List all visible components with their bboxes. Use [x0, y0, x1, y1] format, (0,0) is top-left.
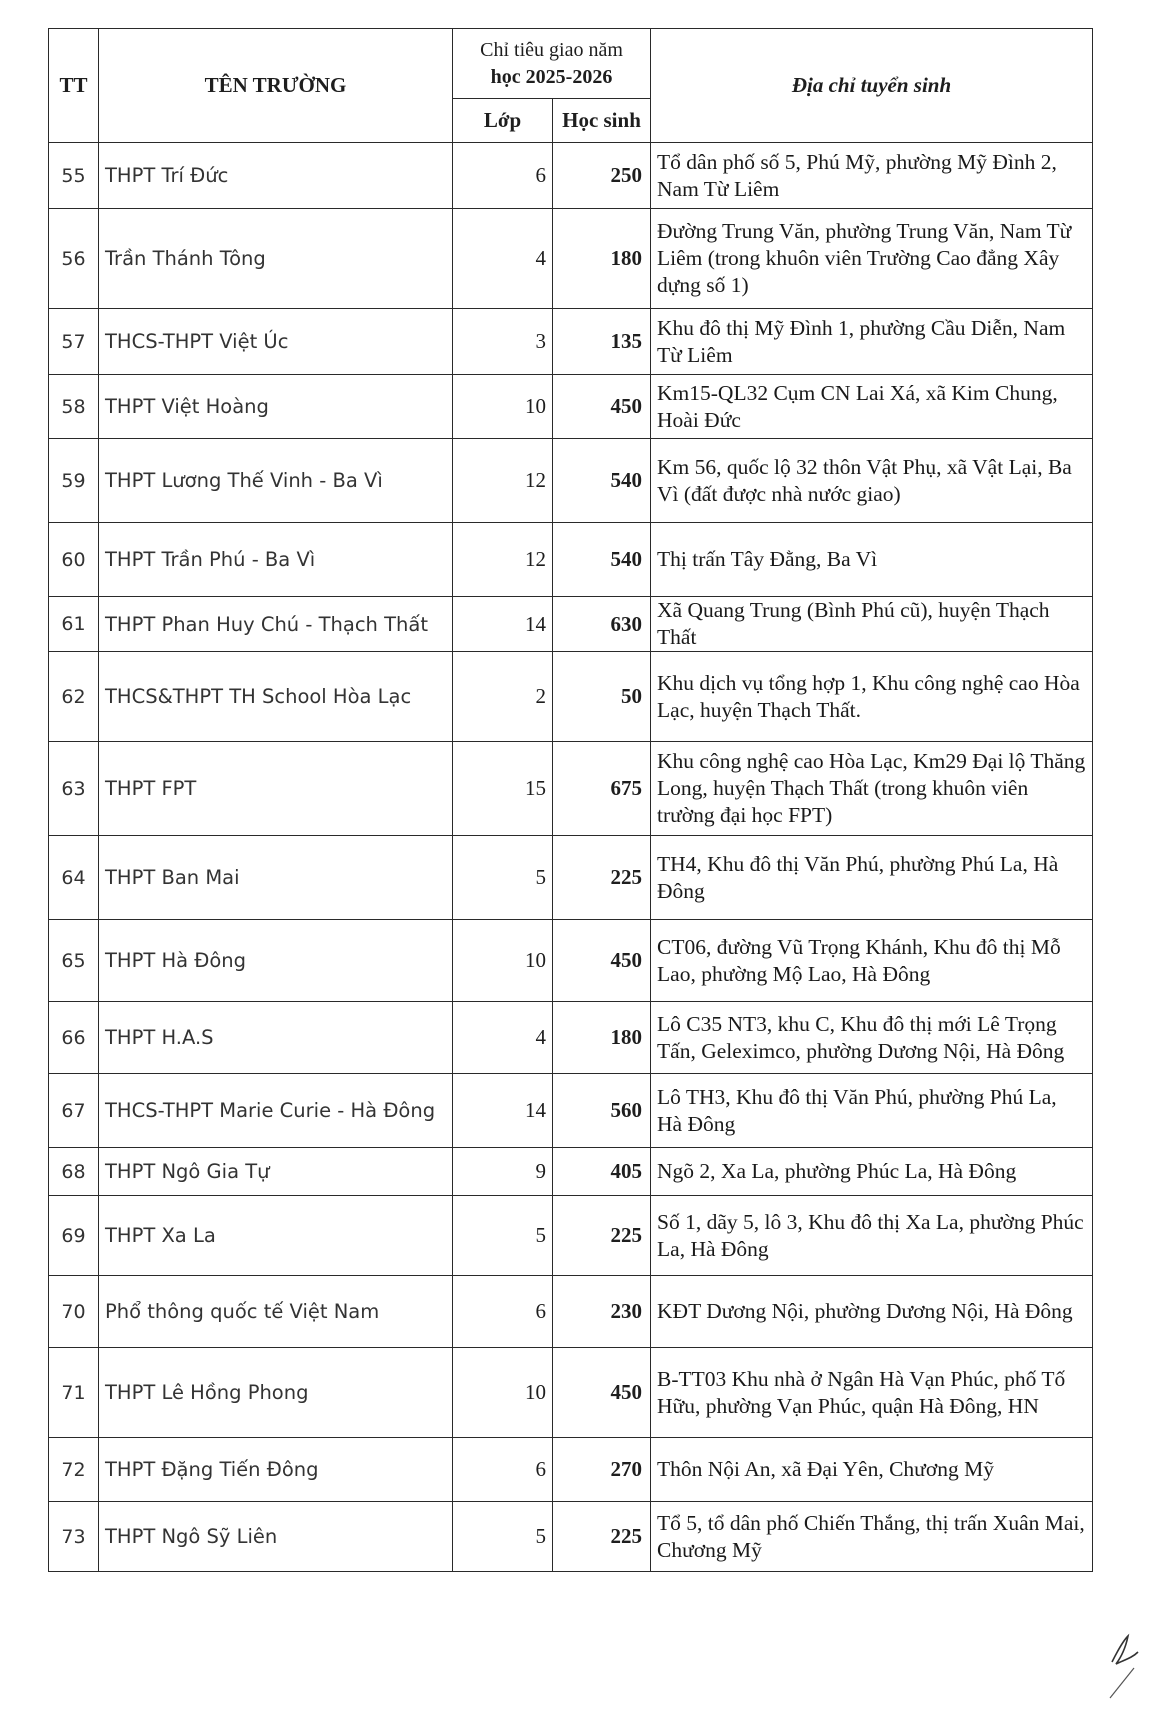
row-classes: 6 [453, 1438, 553, 1502]
row-students: 135 [553, 309, 651, 375]
row-address: Tổ 5, tổ dân phố Chiến Thắng, thị trấn Xuân Mai, Chương Mỹ [651, 1502, 1093, 1572]
row-tt: 67 [49, 1074, 99, 1148]
header-quota-group [453, 29, 651, 99]
table-row [49, 1148, 1093, 1196]
row-address: KĐT Dương Nội, phường Dương Nội, Hà Đông [651, 1276, 1093, 1348]
row-school-name: THPT Phan Huy Chú - Thạch Thất [99, 597, 453, 652]
table-row [49, 209, 1093, 309]
row-address: Lô C35 NT3, khu C, Khu đô thị mới Lê Trọng Tấn, Geleximco, phường Dương Nội, Hà Đông [651, 1002, 1093, 1074]
row-students: 450 [553, 375, 651, 439]
row-classes: 10 [453, 1348, 553, 1438]
row-classes: 15 [453, 742, 553, 836]
table-row [49, 1502, 1093, 1572]
row-tt: 60 [49, 523, 99, 597]
header-quota-line1: Chỉ tiêu giao năm [480, 38, 623, 61]
row-students: 180 [553, 209, 651, 309]
row-address: Khu đô thị Mỹ Đình 1, phường Cầu Diễn, Nam Từ Liêm [651, 309, 1093, 375]
row-tt: 59 [49, 439, 99, 523]
row-classes: 5 [453, 1196, 553, 1276]
row-tt: 70 [49, 1276, 99, 1348]
row-students: 225 [553, 1196, 651, 1276]
admissions-table-page [48, 28, 1092, 1572]
row-school-name: THPT Ngô Sỹ Liên [99, 1502, 453, 1572]
row-address: Đường Trung Văn, phường Trung Văn, Nam Từ Liêm (trong khuôn viên Trường Cao đẳng Xây dựng số 1) [651, 209, 1093, 309]
row-school-name: THPT Trần Phú - Ba Vì [99, 523, 453, 597]
row-school-name: THPT Ban Mai [99, 836, 453, 920]
row-school-name: THPT H.A.S [99, 1002, 453, 1074]
row-classes: 2 [453, 652, 553, 742]
header-quota-line2: học 2025-2026 [490, 65, 613, 88]
row-students: 270 [553, 1438, 651, 1502]
row-address: Khu công nghệ cao Hòa Lạc, Km29 Đại lộ Thăng Long, huyện Thạch Thất (trong khuôn viên trường đại học FPT) [651, 742, 1093, 836]
row-school-name: THPT Hà Đông [99, 920, 453, 1002]
table-row [49, 1002, 1093, 1074]
row-school-name: THPT Việt Hoàng [99, 375, 453, 439]
row-tt: 73 [49, 1502, 99, 1572]
table-row [49, 652, 1093, 742]
row-students: 405 [553, 1148, 651, 1196]
row-classes: 12 [453, 523, 553, 597]
row-classes: 4 [453, 209, 553, 309]
table-row [49, 439, 1093, 523]
row-students: 225 [553, 1502, 651, 1572]
row-students: 180 [553, 1002, 651, 1074]
row-students: 250 [553, 143, 651, 209]
table-row [49, 1074, 1093, 1148]
row-address: Km 56, quốc lộ 32 thôn Vật Phụ, xã Vật Lại, Ba Vì (đất được nhà nước giao) [651, 439, 1093, 523]
row-students: 450 [553, 920, 651, 1002]
row-school-name: THCS&THPT TH School Hòa Lạc [99, 652, 453, 742]
row-school-name: THPT FPT [99, 742, 453, 836]
row-school-name: Trần Thánh Tông [99, 209, 453, 309]
row-school-name: THPT Đặng Tiến Đông [99, 1438, 453, 1502]
row-classes: 5 [453, 836, 553, 920]
row-students: 450 [553, 1348, 651, 1438]
header-tt: TT [49, 29, 99, 143]
row-classes: 14 [453, 1074, 553, 1148]
row-tt: 62 [49, 652, 99, 742]
row-students: 540 [553, 439, 651, 523]
row-school-name: THPT Lê Hồng Phong [99, 1348, 453, 1438]
row-students: 50 [553, 652, 651, 742]
row-school-name: THCS-THPT Việt Úc [99, 309, 453, 375]
table-row [49, 143, 1093, 209]
row-school-name: THPT Trí Đức [99, 143, 453, 209]
row-address: Ngõ 2, Xa La, phường Phúc La, Hà Đông [651, 1148, 1093, 1196]
handwritten-initial-mark [1104, 1632, 1144, 1702]
row-students: 630 [553, 597, 651, 652]
table-row [49, 836, 1093, 920]
row-school-name: THCS-THPT Marie Curie - Hà Đông [99, 1074, 453, 1148]
row-tt: 68 [49, 1148, 99, 1196]
header-address: Địa chỉ tuyển sinh [651, 29, 1093, 143]
table-row [49, 597, 1093, 652]
row-tt: 69 [49, 1196, 99, 1276]
row-address: CT06, đường Vũ Trọng Khánh, Khu đô thị Mỗ Lao, phường Mộ Lao, Hà Đông [651, 920, 1093, 1002]
row-classes: 4 [453, 1002, 553, 1074]
row-tt: 61 [49, 597, 99, 652]
row-classes: 5 [453, 1502, 553, 1572]
row-tt: 71 [49, 1348, 99, 1438]
row-classes: 10 [453, 375, 553, 439]
row-address: Khu dịch vụ tổng hợp 1, Khu công nghệ cao Hòa Lạc, huyện Thạch Thất. [651, 652, 1093, 742]
table-body [49, 143, 1093, 1572]
table-row [49, 523, 1093, 597]
row-classes: 9 [453, 1148, 553, 1196]
row-tt: 56 [49, 209, 99, 309]
row-tt: 66 [49, 1002, 99, 1074]
row-address: Km15-QL32 Cụm CN Lai Xá, xã Kim Chung, Hoài Đức [651, 375, 1093, 439]
row-tt: 72 [49, 1438, 99, 1502]
table-row [49, 1196, 1093, 1276]
row-students: 230 [553, 1276, 651, 1348]
row-address: Thị trấn Tây Đằng, Ba Vì [651, 523, 1093, 597]
row-address: Tổ dân phố số 5, Phú Mỹ, phường Mỹ Đình 2, Nam Từ Liêm [651, 143, 1093, 209]
row-classes: 10 [453, 920, 553, 1002]
row-students: 560 [553, 1074, 651, 1148]
row-school-name: THPT Ngô Gia Tự [99, 1148, 453, 1196]
table-row [49, 742, 1093, 836]
row-tt: 65 [49, 920, 99, 1002]
row-classes: 12 [453, 439, 553, 523]
row-classes: 6 [453, 1276, 553, 1348]
row-tt: 63 [49, 742, 99, 836]
row-address: B-TT03 Khu nhà ở Ngân Hà Vạn Phúc, phố Tố Hữu, phường Vạn Phúc, quận Hà Đông, HN [651, 1348, 1093, 1438]
table-row [49, 1348, 1093, 1438]
header-classes: Lớp [453, 99, 553, 143]
row-school-name: THPT Lương Thế Vinh - Ba Vì [99, 439, 453, 523]
header-students: Học sinh [553, 99, 651, 143]
row-classes: 14 [453, 597, 553, 652]
header-school-name: TÊN TRƯỜNG [99, 29, 453, 143]
row-tt: 64 [49, 836, 99, 920]
row-address: Số 1, dãy 5, lô 3, Khu đô thị Xa La, phường Phúc La, Hà Đông [651, 1196, 1093, 1276]
row-students: 540 [553, 523, 651, 597]
row-school-name: THPT Xa La [99, 1196, 453, 1276]
row-tt: 57 [49, 309, 99, 375]
row-address: Xã Quang Trung (Bình Phú cũ), huyện Thạch Thất [651, 597, 1093, 652]
row-address: Lô TH3, Khu đô thị Văn Phú, phường Phú La, Hà Đông [651, 1074, 1093, 1148]
row-classes: 3 [453, 309, 553, 375]
row-school-name: Phổ thông quốc tế Việt Nam [99, 1276, 453, 1348]
table-row [49, 375, 1093, 439]
row-students: 675 [553, 742, 651, 836]
row-classes: 6 [453, 143, 553, 209]
row-students: 225 [553, 836, 651, 920]
admissions-table [48, 28, 1093, 1572]
row-address: TH4, Khu đô thị Văn Phú, phường Phú La, Hà Đông [651, 836, 1093, 920]
row-tt: 55 [49, 143, 99, 209]
table-row [49, 920, 1093, 1002]
table-row [49, 309, 1093, 375]
table-row [49, 1276, 1093, 1348]
row-address: Thôn Nội An, xã Đại Yên, Chương Mỹ [651, 1438, 1093, 1502]
table-row [49, 1438, 1093, 1502]
row-tt: 58 [49, 375, 99, 439]
